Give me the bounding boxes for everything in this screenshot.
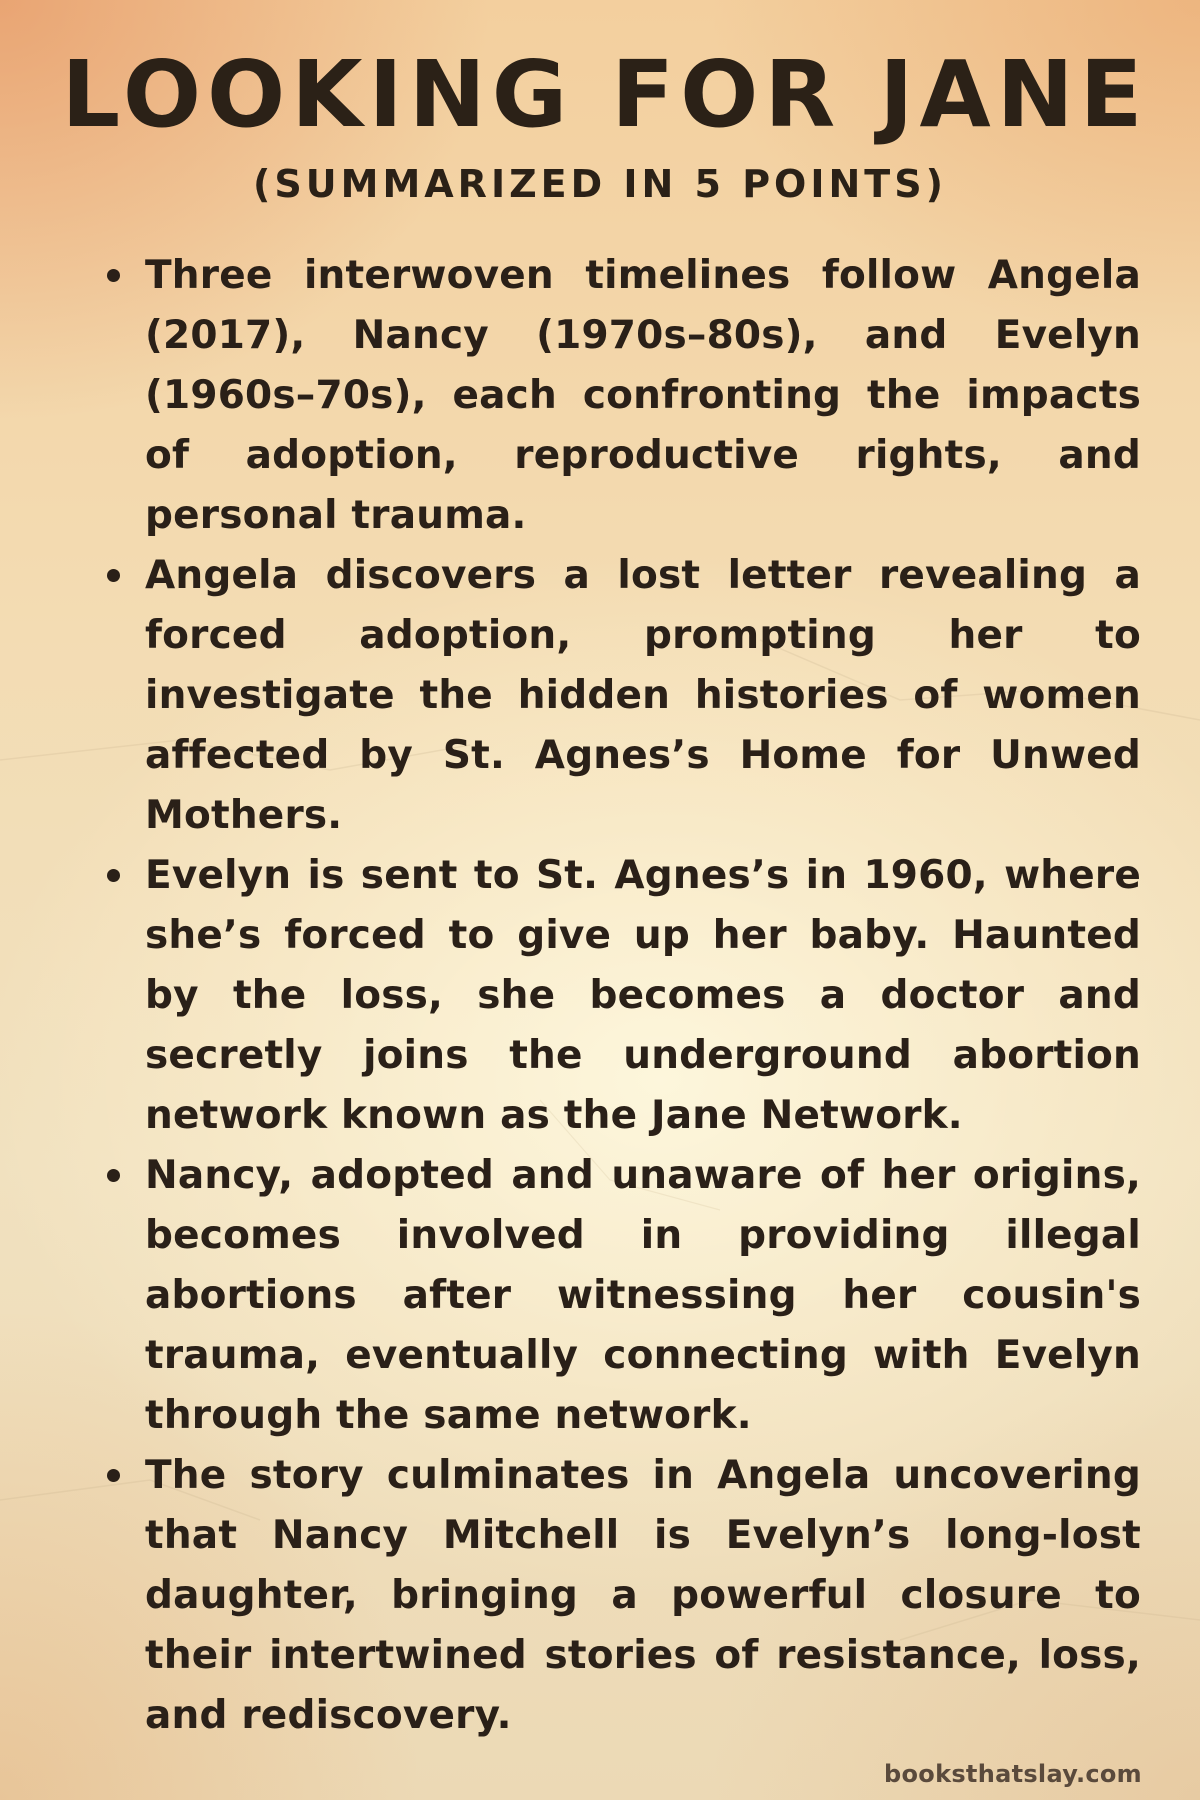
- page-subtitle: (SUMMARIZED IN 5 POINTS): [253, 162, 947, 206]
- site-watermark: booksthatslay.com: [884, 1760, 1142, 1788]
- summary-point-text: Nancy, adopted and unaware of her origins, becomes involved in providing illegal abortions after witnessing her cousin's trauma, eventually connecting with Evelyn through the same network.: [145, 1153, 1141, 1438]
- summary-point: [100, 246, 1141, 546]
- summary-point-text: Three interwoven timelines follow Angela (2017), Nancy (1970s–80s), and Evelyn (1960s–70s), each confronting the impacts of adoption, reproductive rights, and personal trauma.: [145, 253, 1141, 538]
- page-title: LOOKING FOR JANE: [61, 41, 1149, 148]
- bullet-icon: [107, 569, 120, 582]
- summary-point: [100, 846, 1141, 1146]
- bullet-icon: [107, 1469, 120, 1482]
- bullet-icon: [107, 1169, 120, 1182]
- summary-point: [100, 1446, 1141, 1746]
- summary-point: [100, 1146, 1141, 1446]
- summary-point-text: The story culminates in Angela uncovering that Nancy Mitchell is Evelyn’s long-lost daughter, bringing a powerful closure to their intertwined stories of resistance, loss, and rediscovery.: [145, 1453, 1141, 1738]
- summary-points-list: [100, 246, 1141, 1746]
- summary-point-text: Evelyn is sent to St. Agnes’s in 1960, where she’s forced to give up her baby. Haunted by the loss, she becomes a doctor and secretly joins the underground abortion network known as the Jane Network.: [145, 853, 1141, 1138]
- summary-point: [100, 546, 1141, 846]
- bullet-icon: [107, 869, 120, 882]
- summary-point-text: Angela discovers a lost letter revealing a forced adoption, prompting her to investigate the hidden histories of women affected by St. Agnes’s Home for Unwed Mothers.: [145, 553, 1141, 838]
- bullet-icon: [107, 269, 120, 282]
